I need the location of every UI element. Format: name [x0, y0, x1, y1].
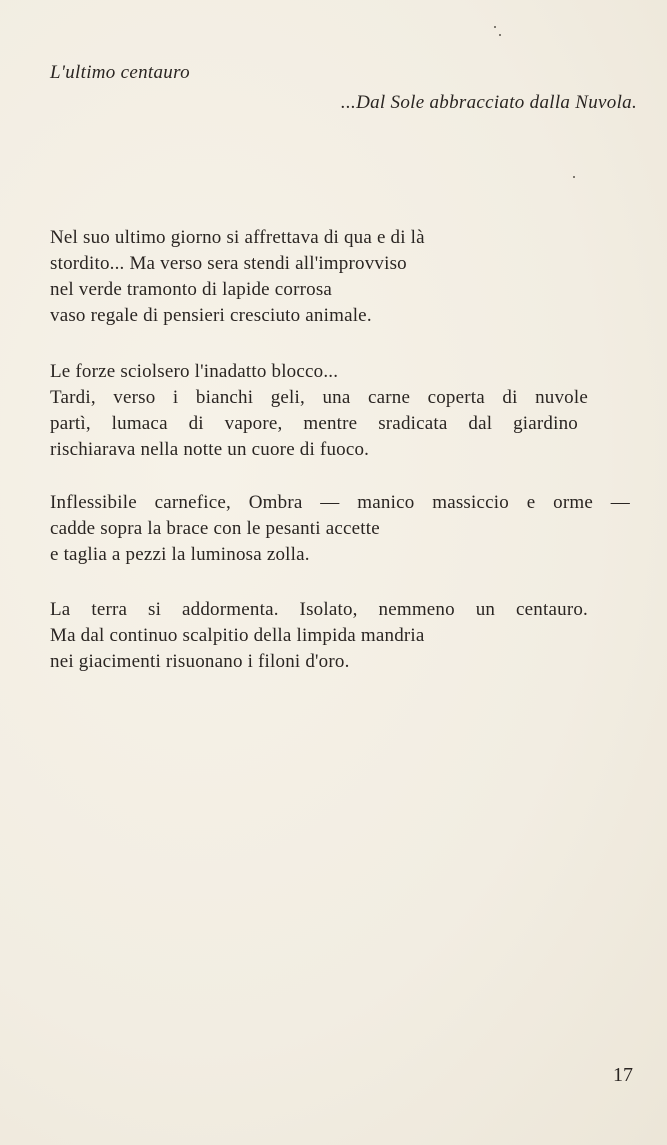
verse-line: nel verde tramonto di lapide corrosa	[50, 279, 333, 300]
poem-epigraph: ...Dal Sole abbracciato dalla Nuvola.	[340, 92, 637, 113]
verse-line: partì, lumaca di vapore, mentre sradicata dal giardino	[50, 413, 578, 434]
poem-title: L'ultimo centauro	[50, 62, 190, 83]
stanza-3	[50, 490, 640, 568]
paper-speck	[573, 176, 575, 178]
verse-line: vaso regale di pensieri cresciuto animale.	[50, 305, 372, 326]
verse-line: stordito... Ma verso sera stendi all'improvviso	[50, 253, 407, 274]
stanza-4	[50, 597, 640, 675]
verse-line: Tardi, verso i bianchi geli, una carne coperta di nuvole	[50, 387, 588, 408]
verse-line: nei giacimenti risuonano i filoni d'oro.	[50, 651, 350, 672]
paper-speck	[499, 34, 501, 36]
paper-speck	[494, 26, 496, 28]
verse-line: cadde sopra la brace con le pesanti accette	[50, 518, 380, 539]
verse-line: Ma dal continuo scalpitio della limpida mandria	[50, 625, 425, 646]
verse-line: rischiarava nella notte un cuore di fuoco.	[50, 439, 370, 460]
verse-line: Inflessibile carnefice, Ombra — manico massiccio e orme —	[50, 492, 630, 513]
verse-line: La terra si addormenta. Isolato, nemmeno un centauro.	[50, 599, 588, 620]
stanza-2	[50, 359, 640, 463]
verse-line: Nel suo ultimo giorno si affrettava di qua e di là	[50, 227, 425, 248]
stanza-1	[50, 225, 640, 329]
verse-line: Le forze sciolsero l'inadatto blocco...	[50, 361, 339, 382]
page-number: 17	[613, 1064, 633, 1086]
verse-line: e taglia a pezzi la luminosa zolla.	[50, 544, 310, 565]
